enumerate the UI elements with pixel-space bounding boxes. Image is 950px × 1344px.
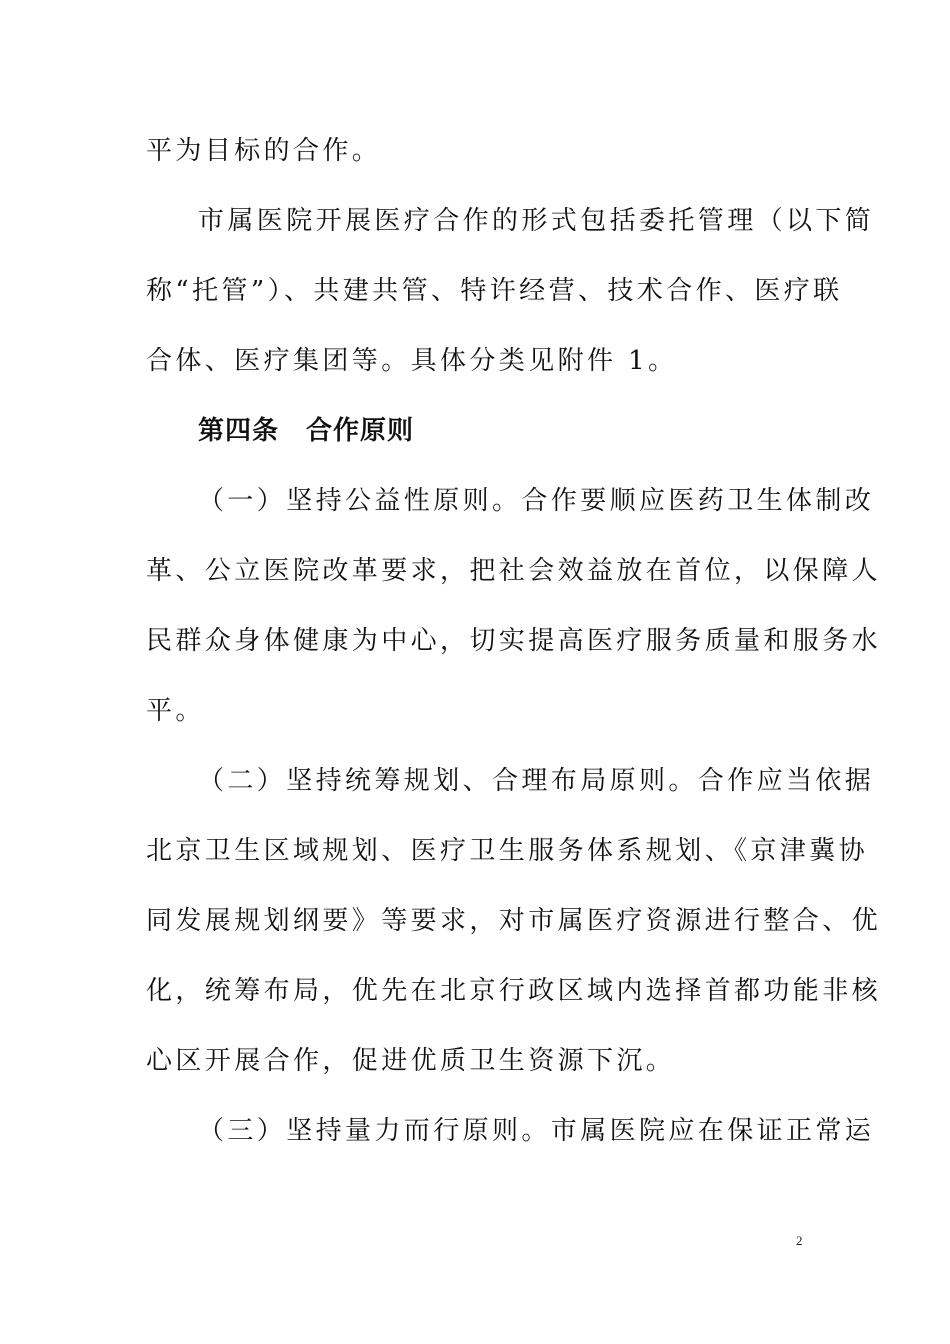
paragraph-cooperation-forms-line-2: 称“托管”）、共建共管、特许经营、技术合作、医疗联	[146, 276, 843, 306]
article-heading: 第四条 合作原则	[198, 416, 415, 446]
principle-2-line-2: 北京卫生区域规划、医疗卫生服务体系规划、《京津冀协	[146, 836, 869, 866]
principle-1-line-1: （一）坚持公益性原则。合作要顺应医药卫生体制改	[198, 486, 875, 516]
principle-1-line-2: 革、公立医院改革要求，把社会效益放在首位，以保障人	[146, 556, 882, 586]
principle-3-line-1: （三）坚持量力而行原则。市属医院应在保证正常运	[198, 1116, 875, 1146]
principle-1-line-3: 民群众身体健康为中心，切实提高医疗服务质量和服务水	[146, 626, 882, 656]
principle-2-line-3: 同发展规划纲要》等要求，对市属医疗资源进行整合、优	[146, 906, 882, 936]
principle-2-line-4: 化，统筹布局，优先在北京行政区域内选择首都功能非核	[146, 976, 882, 1006]
principle-2-line-1: （二）坚持统筹规划、合理布局原则。合作应当依据	[198, 766, 875, 796]
paragraph-cooperation-forms-line-1: 市属医院开展医疗合作的形式包括委托管理（以下简	[198, 206, 875, 236]
principle-2-line-5: 心区开展合作，促进优质卫生资源下沉。	[146, 1046, 676, 1076]
paragraph-continuation-line: 平为目标的合作。	[146, 136, 382, 166]
page-number: 2	[796, 1233, 803, 1248]
paragraph-cooperation-forms-line-3: 合体、医疗集团等。具体分类见附件 1。	[146, 346, 678, 376]
principle-1-line-4: 平。	[146, 696, 205, 726]
